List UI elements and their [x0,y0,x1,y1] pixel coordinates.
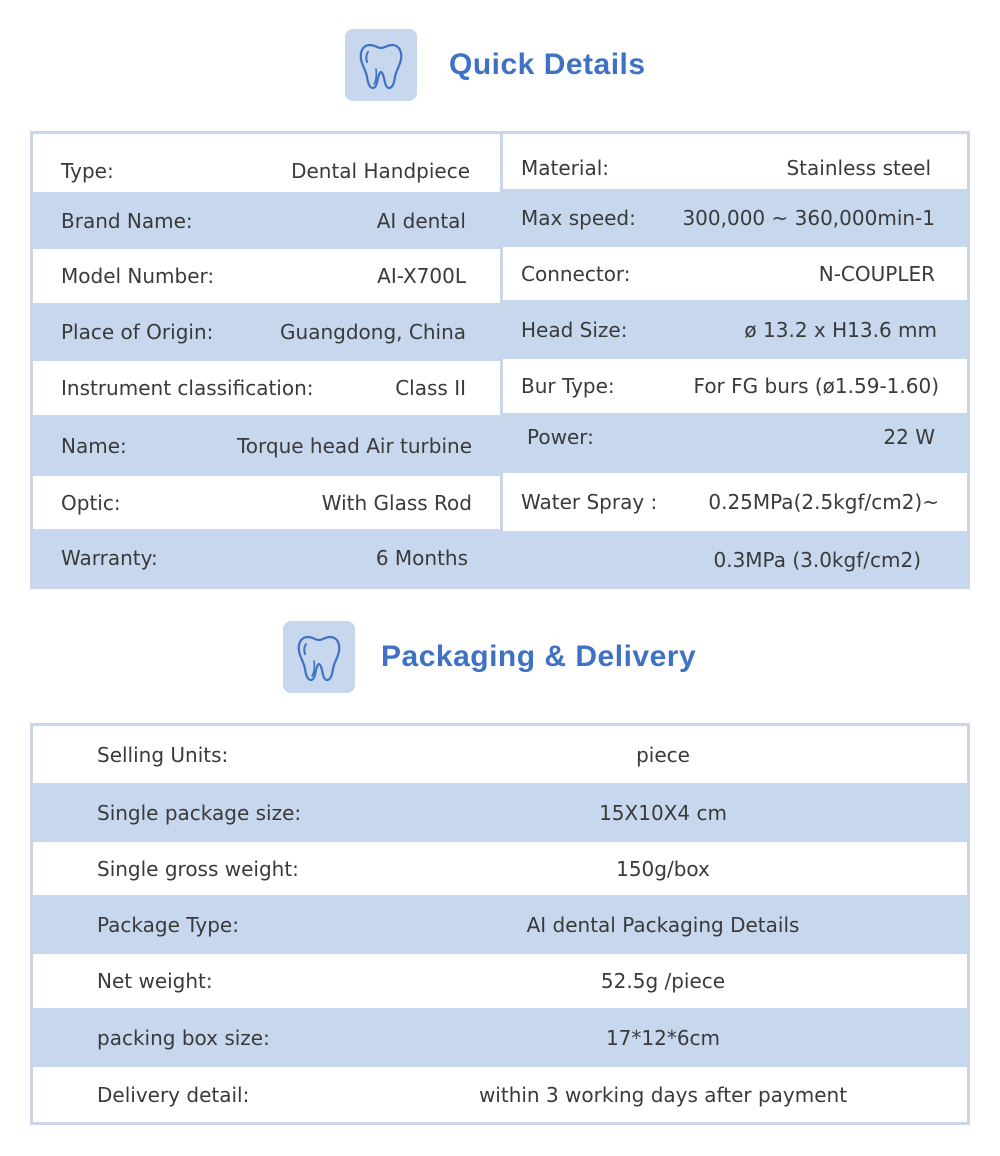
row-label: Model Number: [61,264,215,288]
row-label: Instrument classification: [61,376,314,400]
row-value: within 3 working days after payment [478,1082,848,1107]
tooth-icon [345,29,417,101]
table-row [33,192,500,249]
row-value: ø 13.2 x H13.6 mm [744,317,937,342]
row-value: piece [636,742,690,767]
row-label: Name: [61,433,127,458]
row-label: Optic: [61,490,121,515]
row-value: 0.25MPa(2.5kgf/cm2)~ [708,490,939,514]
row-label: Package Type: [97,912,239,937]
column-divider [500,134,503,586]
row-label: Max speed: [521,206,636,230]
row-value: AI dental Packaging Details [526,912,800,937]
row-label: Water Spray : [521,490,658,514]
row-value: 22 W [883,425,935,449]
row-value: 15X10X4 cm [599,800,727,825]
table-row [33,1067,967,1122]
table-row [503,359,967,413]
row-value: For FG burs (ø1.59-1.60) [693,374,939,398]
quick-details-header [345,29,646,101]
row-label: Single package size: [97,800,302,825]
row-value: Torque head Air turbine [236,433,472,458]
table-row [503,531,967,586]
row-value: 6 Months [375,545,468,570]
row-label: Warranty: [61,545,158,570]
packaging-header [283,621,696,693]
row-value: Class II [395,376,466,400]
row-value: With Glass Rod [321,490,472,515]
table-row [33,476,500,529]
row-label: Brand Name: [61,208,193,233]
row-label: Head Size: [521,317,628,342]
table-row [33,1008,967,1067]
row-value: AI-X700L [377,264,466,288]
row-value: AI dental [376,208,466,233]
row-value: N-COUPLER [818,261,935,286]
row-value: 0.3MPa (3.0kgf/cm2) [713,547,921,572]
row-label: packing box size: [97,1025,270,1050]
row-label: Power: [527,425,594,449]
row-value: Guangdong, China [280,320,466,344]
row-label: Single gross weight: [97,856,299,881]
section-title: Quick Details [449,48,646,81]
row-value: Stainless steel [786,155,931,180]
table-row [33,249,500,303]
row-value: 300,000 ~ 360,000min-1 [682,206,935,230]
row-label: Type: [61,159,114,183]
quick-details-table [30,131,970,589]
table-row [33,783,967,842]
table-row [503,300,967,359]
table-row [33,726,967,783]
row-value: 150g/box [616,856,710,881]
table-row [503,189,967,247]
table-row [503,473,967,531]
table-row [503,413,967,473]
row-label: Net weight: [97,969,213,993]
row-value: 17*12*6cm [605,1025,721,1050]
table-row [33,954,967,1008]
row-value: 52.5g /piece [600,969,726,993]
tooth-icon [283,621,355,693]
table-row [33,415,500,476]
row-label: Material: [521,155,609,180]
table-row [33,134,500,192]
row-label: Selling Units: [97,742,229,767]
row-label: Connector: [521,261,631,286]
table-row [503,247,967,300]
packaging-table [30,723,970,1125]
row-value: Dental Handpiece [291,159,470,183]
table-row [33,303,500,361]
table-row [33,529,500,586]
table-row [33,842,967,895]
table-row [33,895,967,954]
table-row [503,134,967,189]
table-row [33,361,500,415]
row-label: Place of Origin: [61,320,214,344]
row-label: Delivery detail: [97,1082,250,1107]
section-title: Packaging & Delivery [381,640,697,673]
row-label: Bur Type: [521,374,615,398]
